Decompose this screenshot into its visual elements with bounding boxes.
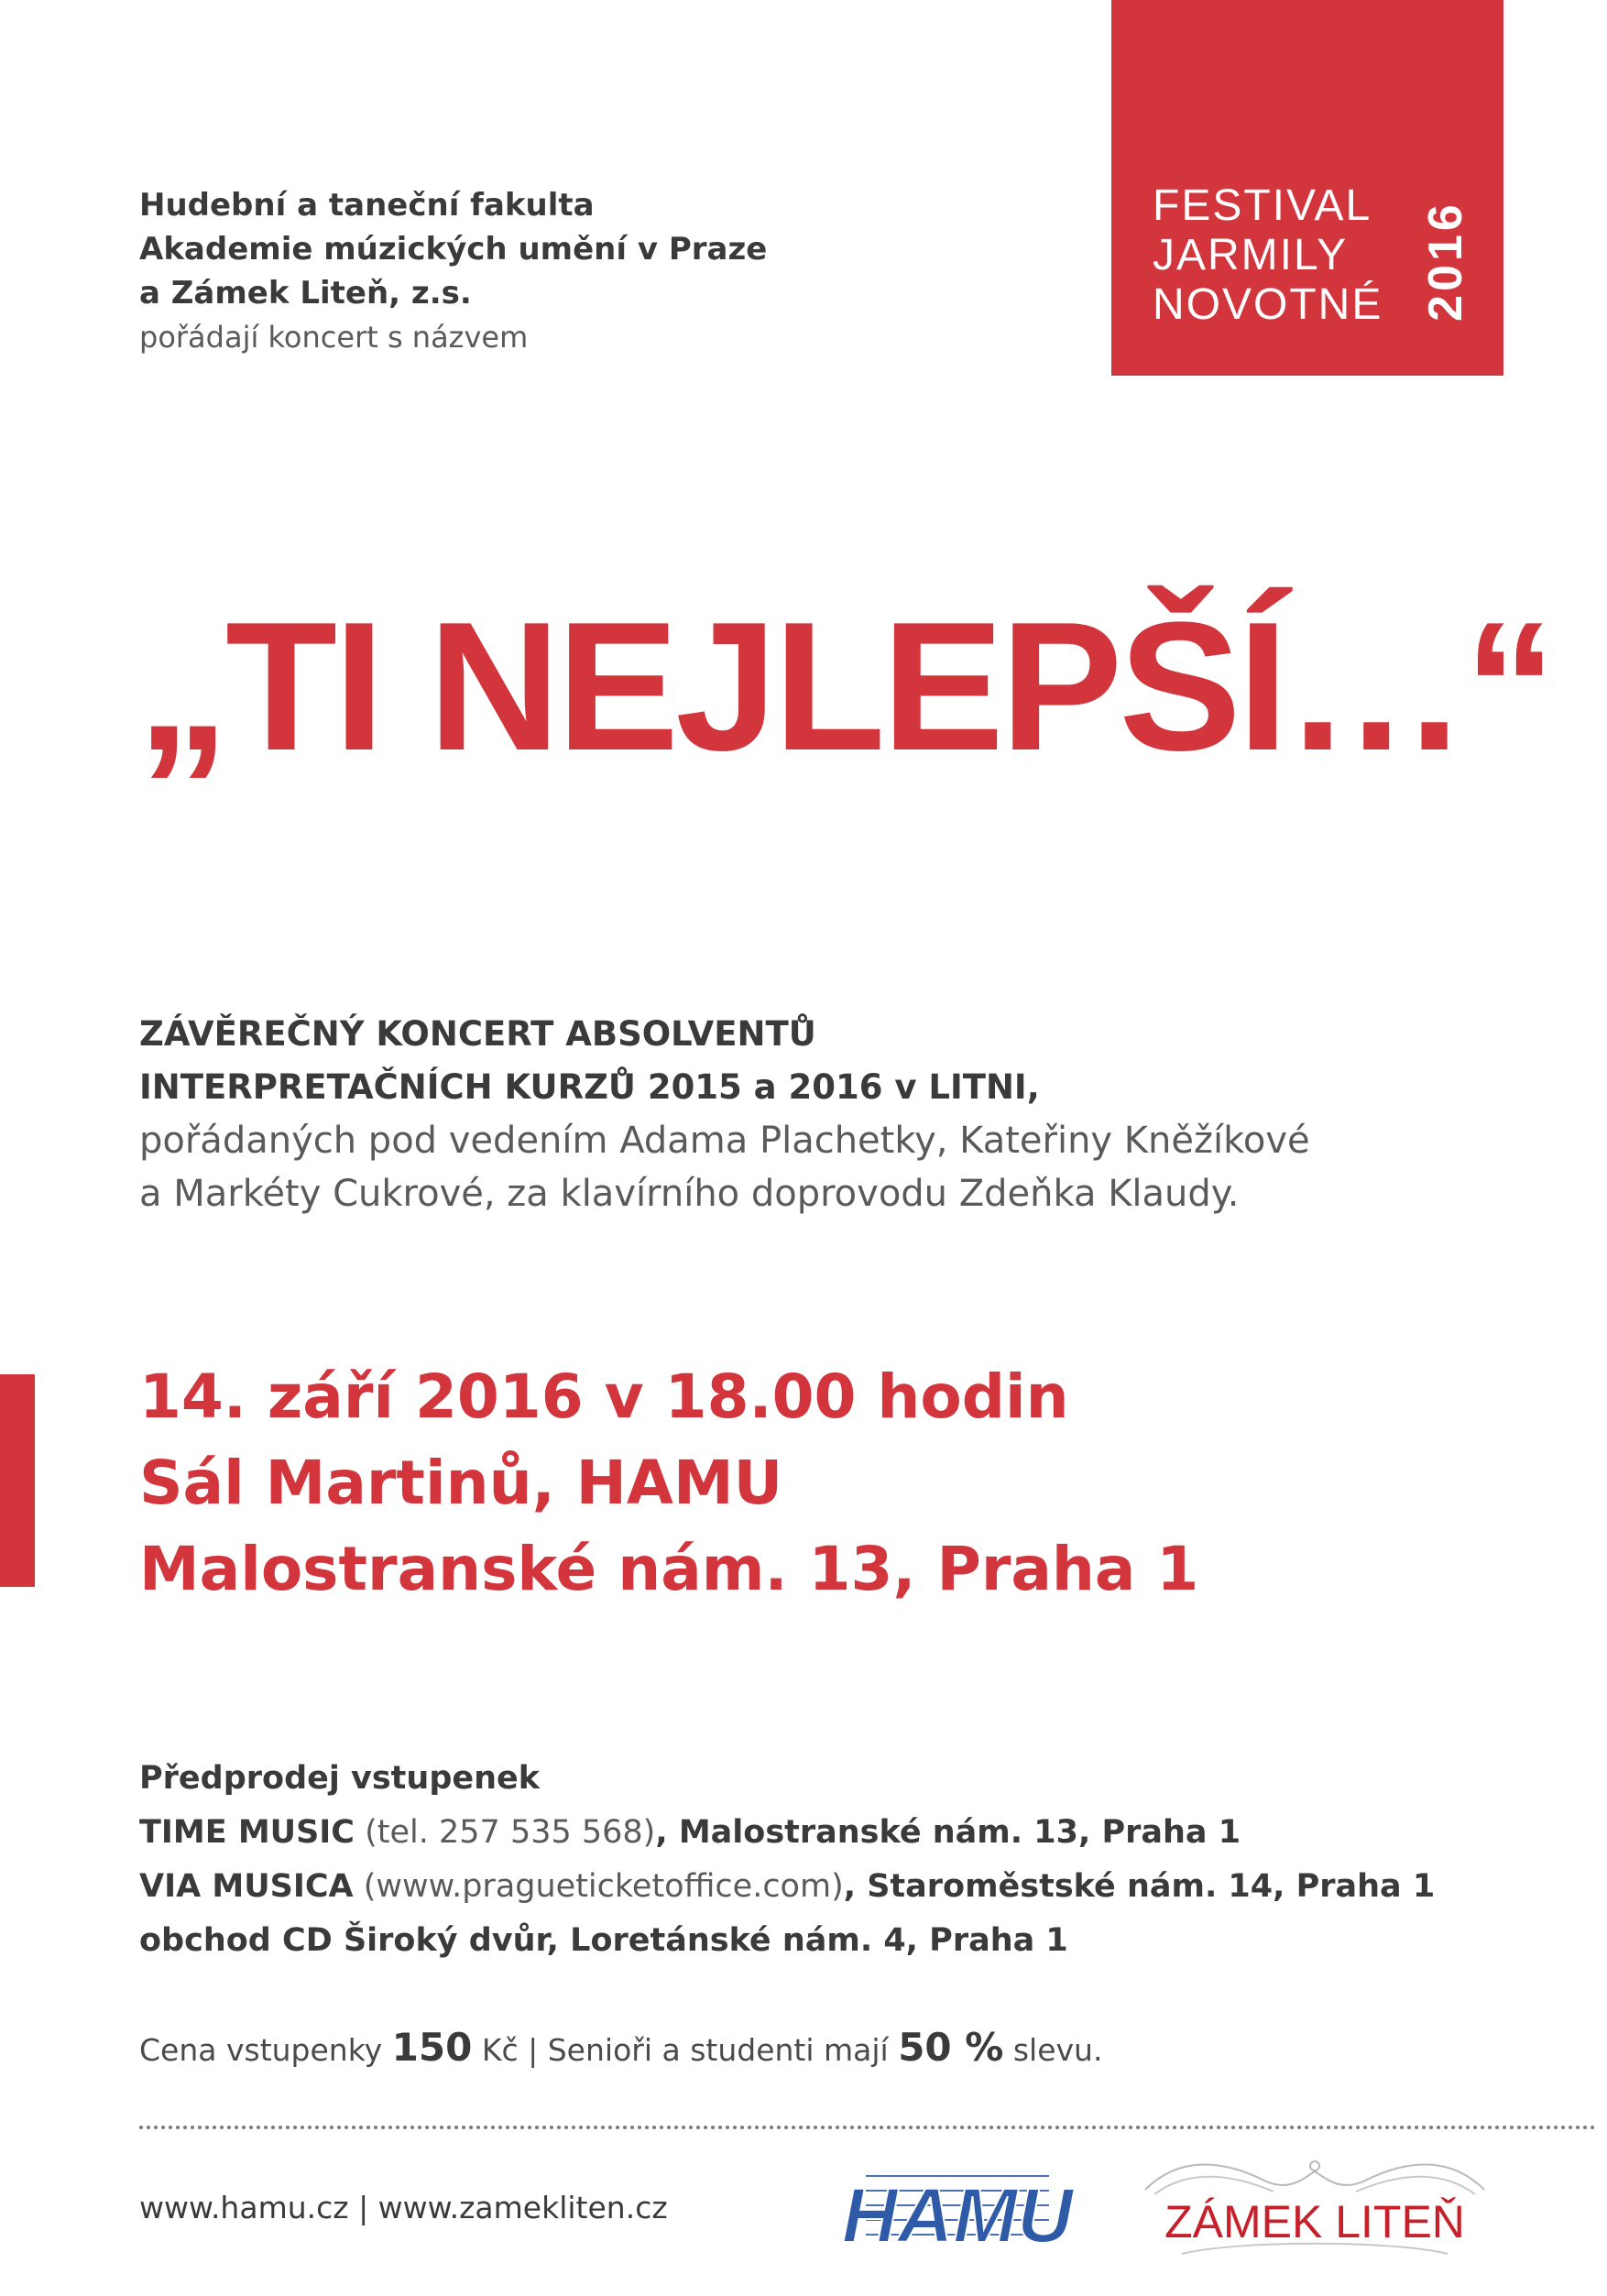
ticket-outlet-time-music [139, 1806, 1435, 1860]
organizer-line: Akademie múzických umění v Praze [139, 231, 768, 268]
concert-description [139, 1008, 1310, 1220]
accent-bar [0, 1374, 35, 1587]
hamu-logo [842, 2158, 1073, 2258]
description-heading: ZÁVĚREČNÝ KONCERT ABSOLVENTŮ [139, 1014, 816, 1054]
festival-year-text: 2016 [1419, 201, 1472, 322]
hamu-logo-text: HAMU [842, 2172, 1073, 2258]
price-currency: Kč [472, 2032, 519, 2068]
event-datetime: 14. září 2016 v 18.00 hodin [139, 1361, 1069, 1432]
festival-name [1153, 181, 1383, 330]
festival-line: FESTIVAL [1153, 181, 1372, 230]
organizers [139, 183, 767, 359]
description-text: pořádaných pod vedením Adama Plachetky, Kateřiny Kněžíkové [139, 1120, 1310, 1162]
festival-line: JARMILY [1153, 231, 1349, 279]
ticket-outlet-via-musica [139, 1860, 1435, 1914]
discount-suffix: slevu. [1003, 2032, 1103, 2068]
outlet-name: TIME MUSIC [139, 1814, 355, 1851]
ticket-outlet-cd-shop: obchod CD Široký dvůr, Loretánské nám. 4, Praha 1 [139, 1922, 1068, 1959]
outlet-address: , Malostranské nám. 13, Praha 1 [655, 1814, 1241, 1851]
event-venue: Sál Martinů, HAMU [139, 1448, 783, 1518]
zamek-liten-logo-text: ZÁMEK LITEŇ [1164, 2196, 1465, 2247]
event-address: Malostranské nám. 13, Praha 1 [139, 1534, 1199, 1604]
ticket-sales [139, 1752, 1435, 1968]
tickets-heading: Předprodej vstupenek [139, 1760, 541, 1797]
zamek-liten-logo [1127, 2153, 1503, 2263]
organizer-line: a Zámek Liteň, z.s. [139, 275, 472, 312]
festival-line: NOVOTNÉ [1153, 280, 1383, 329]
event-info [139, 1354, 1198, 1613]
outlet-name: VIA MUSICA [139, 1868, 354, 1905]
price-amount: 150 [391, 2025, 473, 2070]
organizer-line: Hudební a taneční fakulta [139, 187, 595, 224]
description-heading: INTERPRETAČNÍCH KURZŮ 2015 a 2016 v LITNI, [139, 1067, 1040, 1107]
discount-value: 50 % [898, 2025, 1004, 2070]
price-prefix: Cena vstupenky [139, 2032, 392, 2068]
discount-prefix: Senioři a studenti mají [547, 2032, 899, 2068]
description-text: a Markéty Cukrové, za klavírního doprovodu Zdeňka Klaudy. [139, 1173, 1240, 1215]
footer-websites: www.hamu.cz | www.zamekliten.cz [139, 2190, 668, 2225]
outlet-contact: (www.pragueticketoffice.com) [353, 1868, 844, 1905]
ticket-price [139, 2025, 1102, 2070]
festival-year [1418, 183, 1473, 339]
dotted-divider [139, 2126, 1596, 2129]
hamu-logo-icon [842, 2158, 1073, 2258]
zamek-liten-ornament-icon [1127, 2153, 1503, 2263]
outlet-contact: (tel. 257 535 568) [355, 1814, 656, 1851]
concert-title: „TI NEJLEPŠÍ…“ [137, 585, 1553, 789]
outlet-address: , Staroměstské nám. 14, Praha 1 [843, 1868, 1436, 1905]
organizer-subline: pořádají koncert s názvem [139, 320, 529, 355]
price-separator: | [518, 2032, 548, 2068]
